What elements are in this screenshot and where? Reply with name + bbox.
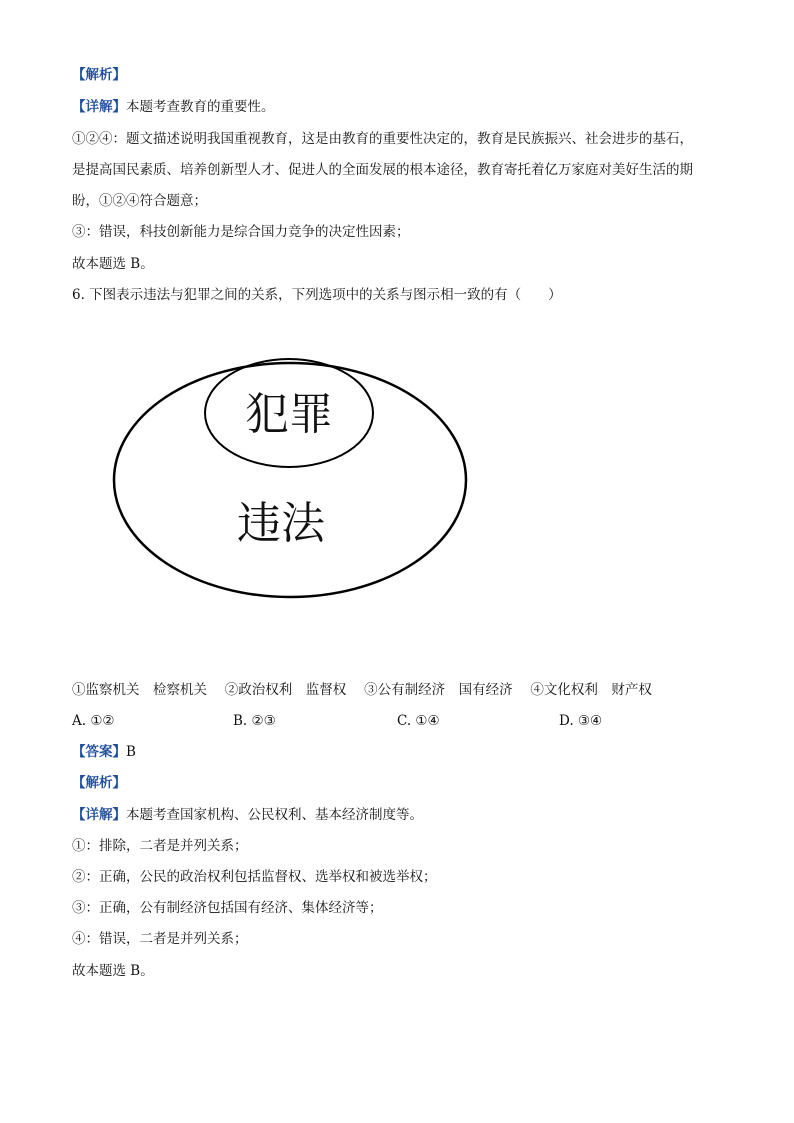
inner-label-crime: 犯罪	[245, 389, 333, 440]
answer-line	[72, 742, 136, 762]
outer-label-illegal: 违法	[237, 498, 325, 549]
explanation2-line-3: ③：正确，公有制经济包括国有经济、集体经济等；	[72, 900, 383, 916]
explanation-line-4: ③：错误，科技创新能力是综合国力竞争的决定性因素；	[72, 224, 410, 240]
detail-text: 本题考查教育的重要性。	[126, 99, 275, 115]
detail-paragraph	[72, 97, 275, 117]
venn-diagram	[100, 350, 480, 600]
explanation2-line-4: ④：错误，二者是并列关系；	[72, 931, 248, 947]
detail-tag: 【详解】	[72, 99, 126, 115]
analysis-heading-2: 【解析】	[72, 775, 126, 791]
explanation2-line-2: ②：正确，公民的政治权利包括监督权、选举权和被选举权；	[72, 869, 437, 885]
explanation-line-1: ①②④：题文描述说明我国重视教育，这是由教育的重要性决定的，教育是民族振兴、社会进步的基石，	[72, 131, 693, 147]
answer-tag: 【答案】	[72, 744, 126, 760]
statement-pairs: ①监察机关 检察机关 ②政治权利 监督权 ③公有制经济 国有经济 ④文化权利 财产权	[72, 682, 652, 698]
detail-tag-2: 【详解】	[72, 807, 126, 823]
conclusion-line-2: 故本题选 B。	[72, 963, 154, 979]
explanation2-line-1: ①：排除，二者是并列关系；	[72, 838, 248, 854]
explanation-line-2: 是提高国民素质、培养创新型人才、促进人的全面发展的根本途径，教育寄托着亿万家庭对美好生活的期	[72, 162, 693, 178]
answer-value: B	[126, 744, 136, 760]
detail-text-2: 本题考查国家机构、公民权利、基本经济制度等。	[126, 807, 423, 823]
analysis-heading: 【解析】	[72, 67, 126, 83]
option-d: D. ③④	[559, 713, 603, 729]
option-c: C. ①④	[397, 713, 440, 729]
conclusion-line: 故本题选 B。	[72, 256, 154, 272]
option-b: B. ②③	[233, 713, 276, 729]
detail-paragraph-2	[72, 805, 423, 825]
explanation-line-3: 盼，①②④符合题意；	[72, 193, 207, 209]
option-a: A. ①②	[72, 713, 115, 729]
question-stem: 6. 下图表示违法与犯罪之间的关系，下列选项中的关系与图示相一致的有（ ）	[72, 287, 562, 303]
